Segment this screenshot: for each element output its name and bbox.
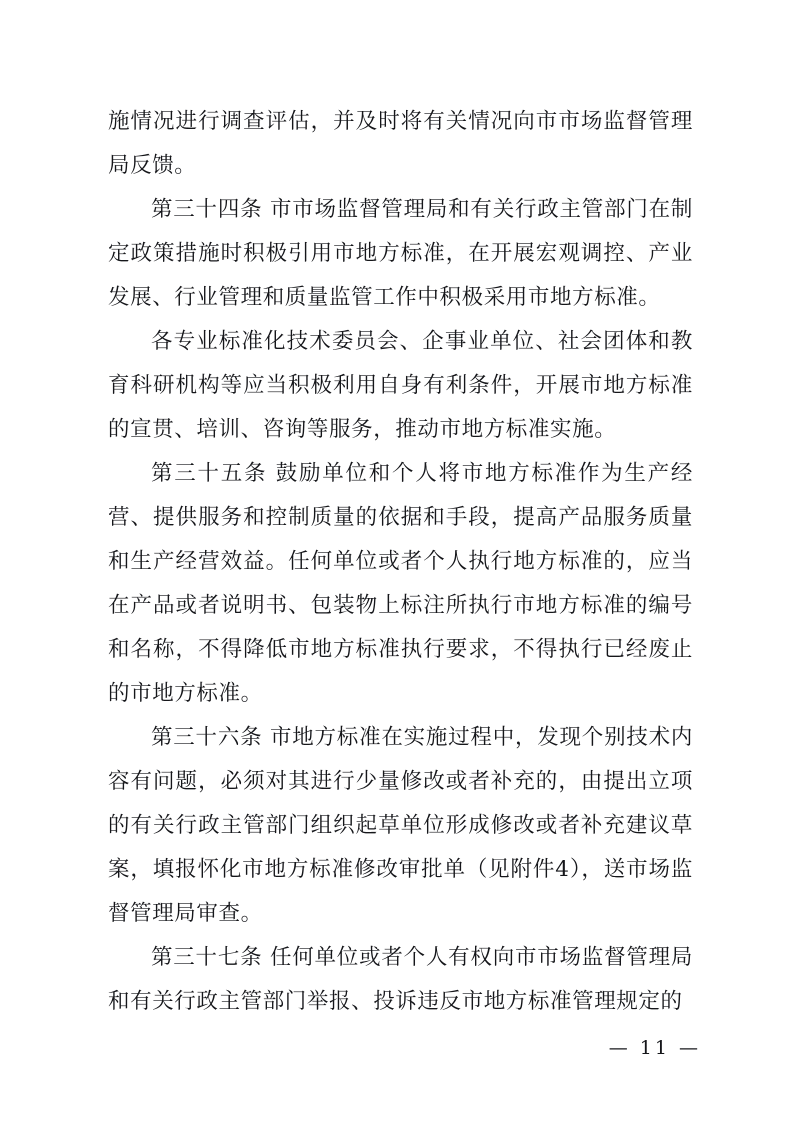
page-number: — 11 — xyxy=(608,1037,701,1059)
paragraph-technical-committees: 各专业标准化技术委员会、企事业单位、社会团体和教育科研机构等应当积极利用自身有利条件，开展市地方标准的宣贯、培训、咨询等服务，推动市地方标准实施。 xyxy=(108,329,693,442)
document-body xyxy=(108,100,693,1024)
paragraph-article-35: 第三十五条 鼓励单位和个人将市地方标准作为生产经营、提供服务和控制质量的依据和手段，提高产品服务质量和生产经营效益。任何单位或者个人执行地方标准的，应当在产品或者说明书、包装物上标注所执行市地方标准的编号和名称，不得降低市地方标准执行要求，不得执行已经废止的市地方标准。 xyxy=(108,461,693,706)
page-content-area xyxy=(108,100,693,1020)
paragraph-article-34: 第三十四条 市市场监督管理局和有关行政主管部门在制定政策措施时积极引用市地方标准，在开展宏观调控、产业发展、行业管理和质量监管工作中积极采用市地方标准。 xyxy=(108,197,693,310)
paragraph-continued: 施情况进行调查评估，并及时将有关情况向市市场监督管理局反馈。 xyxy=(108,109,693,178)
paragraph-article-36: 第三十六条 市地方标准在实施过程中，发现个别技术内容有问题，必须对其进行少量修改或者补充的，由提出立项的有关行政主管部门组织起草单位形成修改或者补充建议草案，填报怀化市地方标准修改审批单（见附件4），送市场监督管理局审查。 xyxy=(108,725,693,926)
paragraph-article-37: 第三十七条 任何单位或者个人有权向市市场监督管理局和有关行政主管部门举报、投诉违反市地方标准管理规定的 xyxy=(108,945,693,1014)
